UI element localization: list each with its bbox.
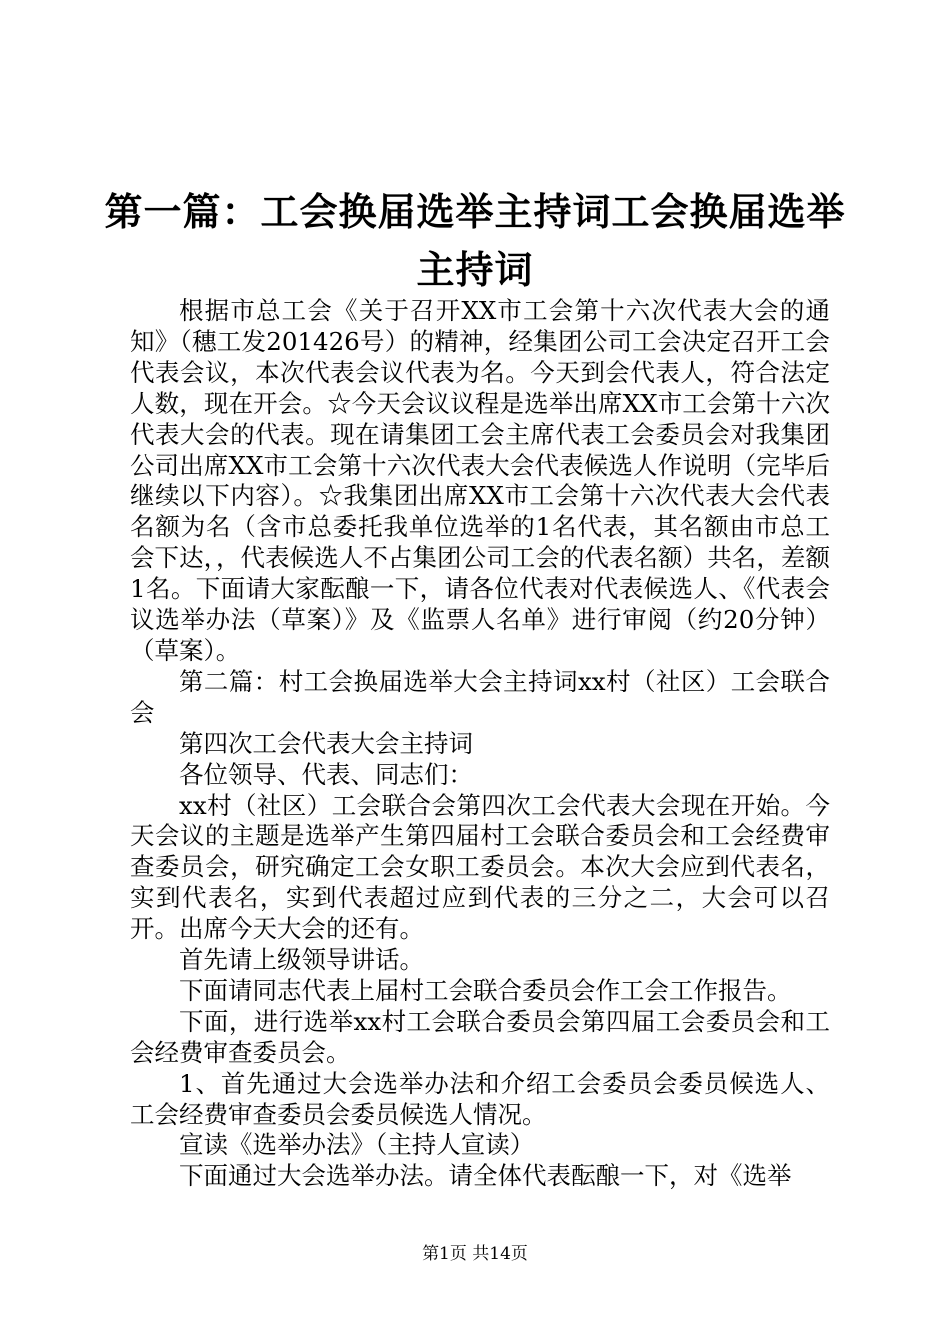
paragraph: 首先请上级领导讲话。 [179, 945, 424, 975]
paragraph: 宣读《选举办法》（主持人宣读） [179, 1130, 535, 1160]
paragraph: 下面，进行选举xx村工会联合委员会第四届工会委员会和工会经费审查委员会。 [130, 1006, 830, 1067]
paragraph: 第二篇：村工会换届选举大会主持词xx村（社区）工会联合会 [130, 666, 830, 727]
paragraph: 下面请同志代表上届村工会联合委员会作工会工作报告。 [179, 975, 792, 1005]
paragraph: 各位领导、代表、同志们： [179, 759, 473, 789]
document-title: 第一篇：工会换届选举主持词工会换届选举主持词 [104, 190, 846, 292]
paragraph: 根据市总工会《关于召开XX市工会第十六次代表大会的通知》（穗工发201426号）的精神，经集团公司工会决定召开工会代表会议，本次代表会议代表为名。今天到会代表人，符合法定人数，现在开会。☆今天会议议程是选举出席XX市工会第十六次代表大会的代表。现在请集团工会主席代表工会委员会对我集团公司出席XX市工会第十六次代表大会代表候选人作说明（完毕后继续以下内容）。☆我集团出席XX市工会第十六次代表大会代表名额为名（含市总委托我单位选举的1名代表，其名额由市总工会下达，，代表候选人不占集团公司工会的代表名额）共名，差额1名。下面请大家酝酿一下，请各位代表对代表候选人、《代表会议选举办法（草案）》及《监票人名单》进行审阅（约20分钟）（草案）。 [130, 296, 830, 665]
paragraph: 1、首先通过大会选举办法和介绍工会委员会委员候选人、工会经费审查委员会委员候选人情况。 [130, 1068, 830, 1129]
document-body [130, 296, 830, 1192]
paragraph: xx村（社区）工会联合会第四次工会代表大会现在开始。今天会议的主题是选举产生第四届村工会联合委员会和工会经费审查委员会，研究确定工会女职工委员会。本次大会应到代表名，实到代表名，实到代表超过应到代表的三分之二，大会可以召开。出席今天大会的还有。 [130, 790, 830, 944]
page-number-footer: 第1页 共14页 [422, 1244, 528, 1264]
paragraph: 第四次工会代表大会主持词 [179, 728, 473, 758]
paragraph: 下面通过大会选举办法。请全体代表酝酿一下，对《选举 [179, 1161, 792, 1191]
